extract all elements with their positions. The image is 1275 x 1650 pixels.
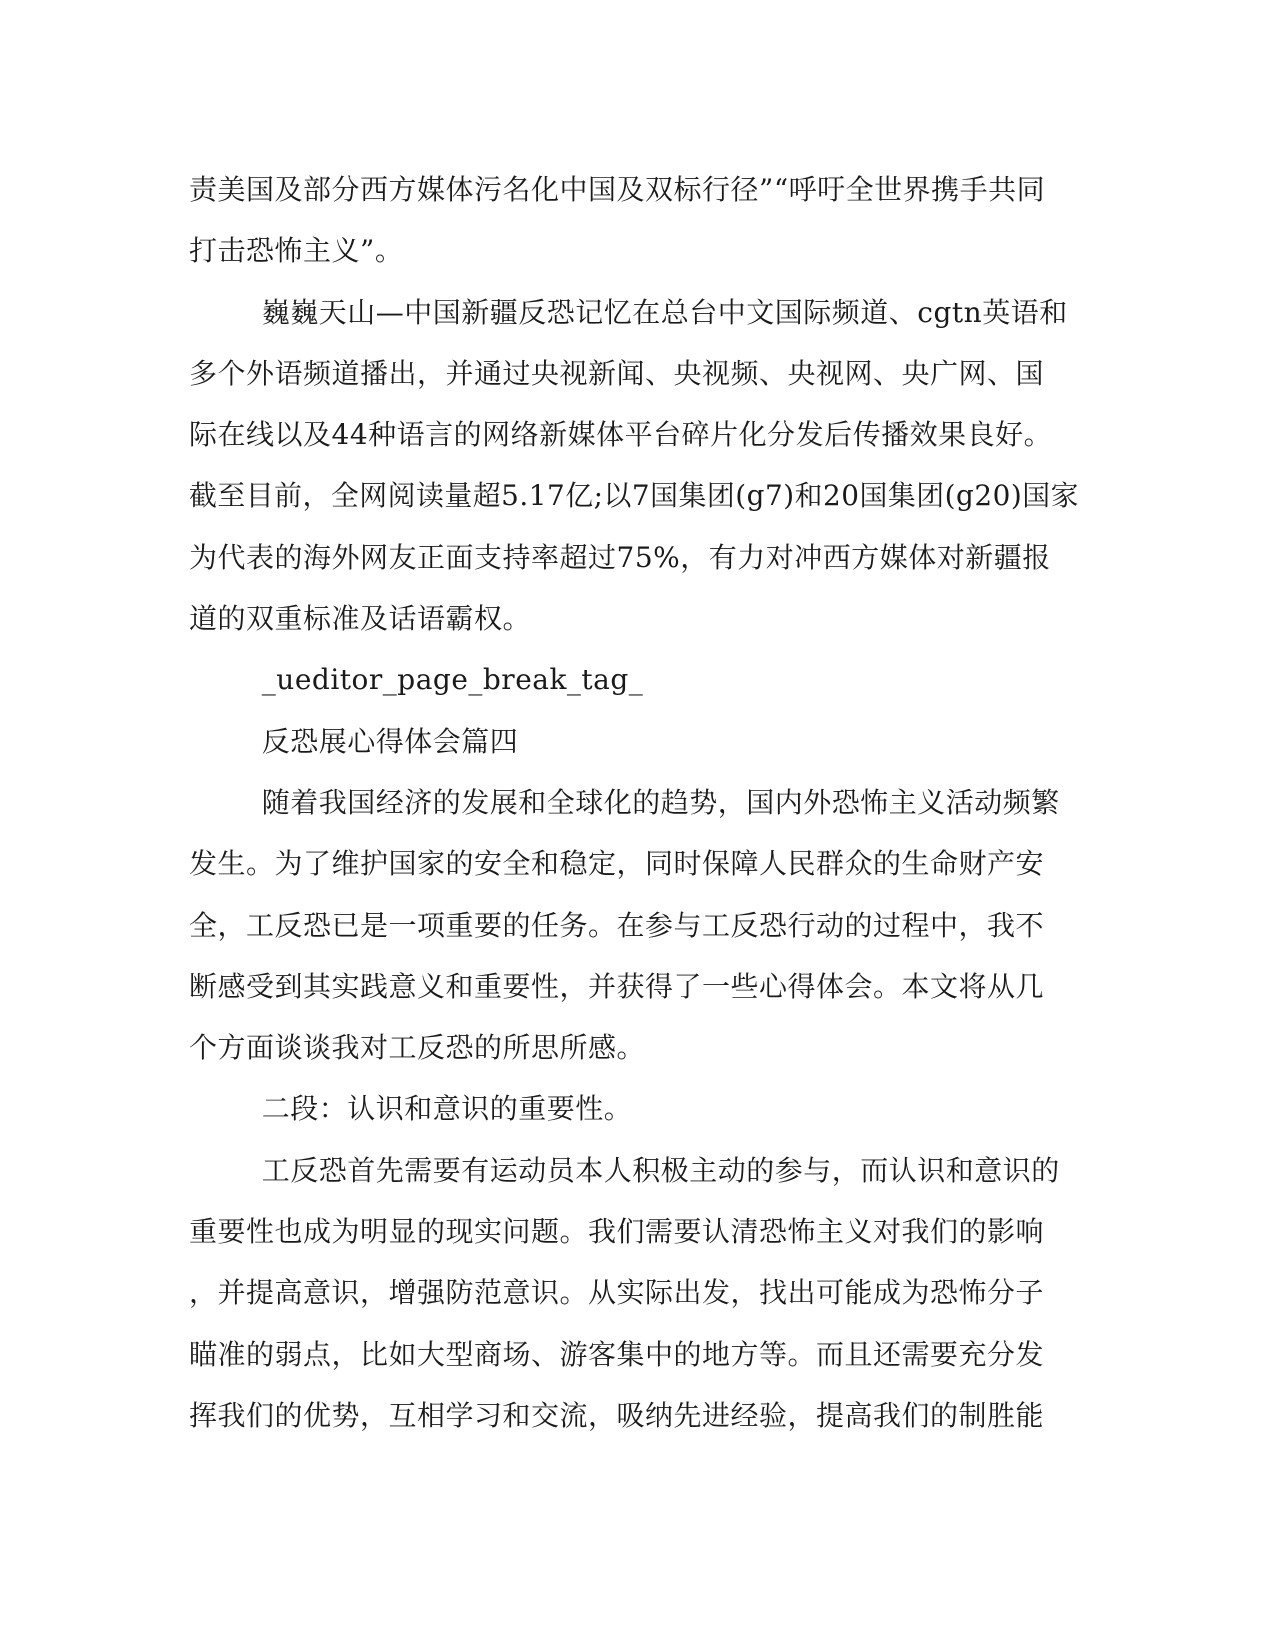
text-line: 挥我们的优势，互相学习和交流，吸纳先进经验，提高我们的制胜能 bbox=[189, 1398, 1045, 1432]
paragraph-p1 bbox=[189, 159, 1079, 282]
text-line: 多个外语频道播出，并通过央视新闻、央视频、央视网、央广网、国 bbox=[189, 356, 1045, 390]
text-line: 发生。为了维护国家的安全和稳定，同时保障人民群众的生命财产安 bbox=[189, 847, 1045, 881]
paragraph-p4 bbox=[189, 711, 1079, 772]
text-line: 反恐展心得体会篇四 bbox=[261, 724, 519, 758]
paragraph-p2 bbox=[189, 282, 1079, 650]
text-line: 工反恐首先需要有运动员本人积极主动的参与，而认识和意识的 bbox=[261, 1153, 1060, 1187]
text-line: 责美国及部分西方媒体污名化中国及双标行径”“呼吁全世界携手共同 bbox=[189, 173, 1046, 206]
text-line: 二段：认识和意识的重要性。 bbox=[261, 1092, 633, 1126]
paragraph-p3 bbox=[189, 649, 1079, 710]
text-line: _ueditor_page_break_tag_ bbox=[261, 663, 644, 697]
text-line: 断感受到其实践意义和重要性，并获得了一些心得体会。本文将从几 bbox=[189, 969, 1045, 1003]
text-line: 个方面谈谈我对工反恐的所思所感。 bbox=[189, 1031, 646, 1065]
text-line: 随着我国经济的发展和全球化的趋势，国内外恐怖主义活动频繁 bbox=[261, 785, 1060, 819]
paragraph-p6 bbox=[189, 1078, 1079, 1139]
document-body bbox=[189, 159, 1079, 1446]
text-line: 道的双重标准及话语霸权。 bbox=[189, 602, 532, 636]
text-line: 截至目前，全网阅读量超5.17亿;以7国集团(g7)和20国集团(g20)国家 bbox=[189, 479, 1079, 513]
paragraph-p5 bbox=[189, 772, 1079, 1078]
text-line: ，并提高意识，增强防范意识。从实际出发，找出可能成为恐怖分子 bbox=[189, 1276, 1045, 1310]
text-line: 瞄准的弱点，比如大型商场、游客集中的地方等。而且还需要充分发 bbox=[189, 1337, 1045, 1371]
text-line: 际在线以及44种语言的网络新媒体平台碎片化分发后传播效果良好。 bbox=[189, 418, 1053, 452]
text-line: 为代表的海外网友正面支持率超过75%，有力对冲西方媒体对新疆报 bbox=[189, 540, 1051, 574]
text-line: 打击恐怖主义”。 bbox=[189, 234, 404, 268]
text-line: 全，工反恐已是一项重要的任务。在参与工反恐行动的过程中，我不 bbox=[189, 908, 1045, 942]
text-line: 巍巍天山—中国新疆反恐记忆在总台中文国际频道、cgtn英语和 bbox=[261, 295, 1068, 329]
paragraph-p7 bbox=[189, 1140, 1079, 1446]
text-line: 重要性也成为明显的现实问题。我们需要认清恐怖主义对我们的影响 bbox=[189, 1215, 1045, 1249]
